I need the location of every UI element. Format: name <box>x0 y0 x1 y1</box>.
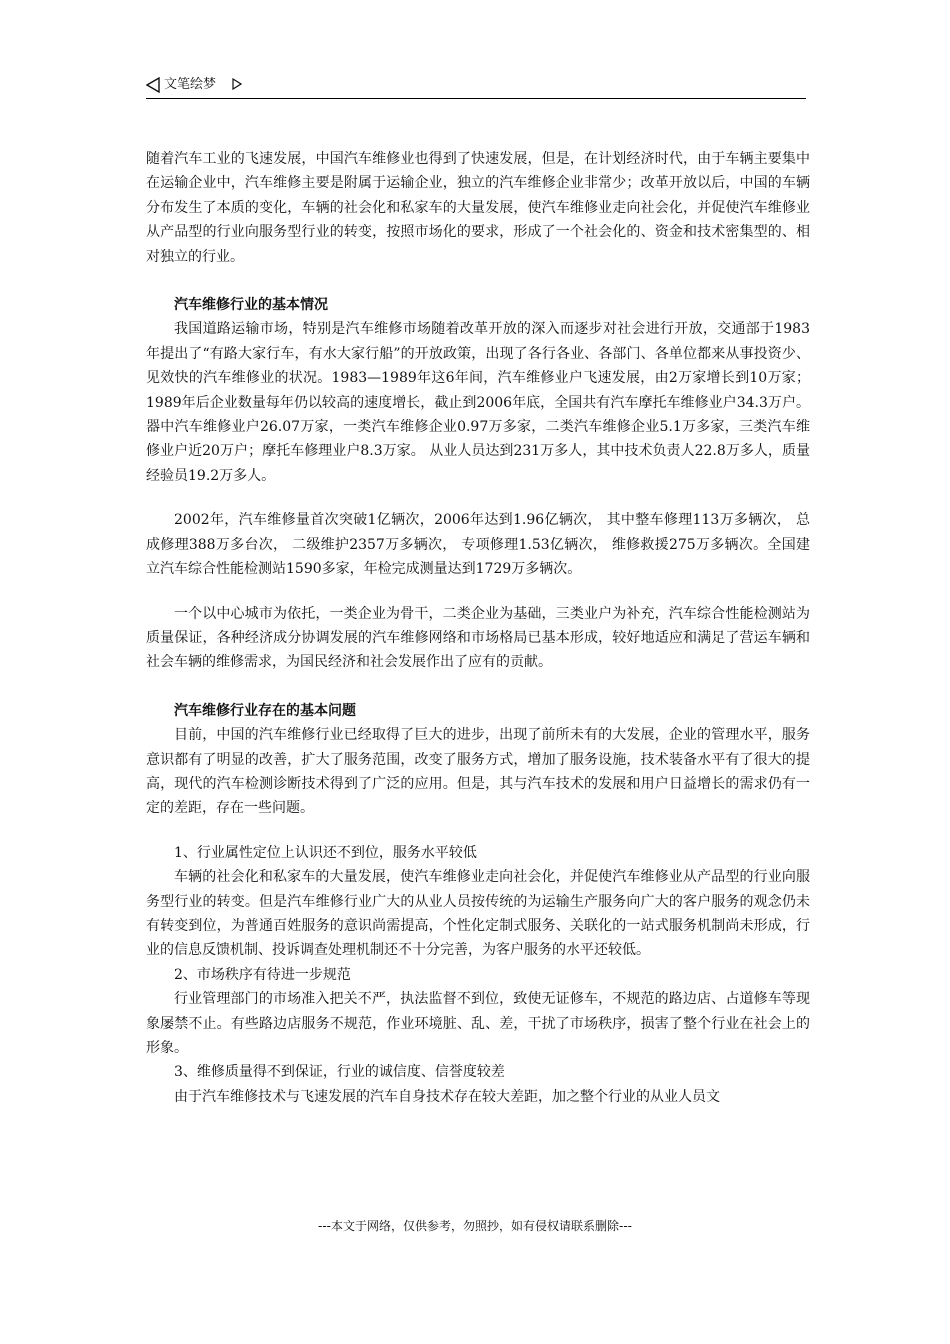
spacer <box>146 488 810 508</box>
page-header <box>146 74 806 99</box>
paragraph-market-structure: 一个以中心城市为依托，一类企业为骨干，二类企业为基础，三类业户为补充，汽车综合性能检测站为质量保证，各种经济成分协调发展的汽车维修网络和市场格局已基本形成，较好地适应和满足了营运车辆和社会车辆的维修需求，为国民经济和社会发展作出了应有的贡献。 <box>146 605 810 671</box>
paragraph-repair-volume: 2002年，汽车维修量首次突破1亿辆次，2006年达到1.96亿辆次， 其中整车修理113万多辆次， 总成修理388万多台次， 二级维护2357万多辆次， 专项修理1.53亿辆次， 维修救援275万多辆次。全国建立汽车综合性能检测站1590多家，年检完成测量达到1729万多辆次。 <box>146 512 810 578</box>
problem-item-3-body: 由于汽车维修技术与飞速发展的汽车自身技术存在较大差距，加之整个行业的从业人员文 <box>174 1088 720 1105</box>
problem-item-3-title: 3、维修质量得不到保证，行业的诚信度、信誉度较差 <box>174 1064 505 1081</box>
triangle-left-icon <box>146 77 160 93</box>
triangle-right-icon <box>232 78 242 90</box>
section-heading-basic-situation: 汽车维修行业的基本情况 <box>174 297 328 314</box>
document-body <box>146 147 810 1109</box>
paragraph-current-status: 目前，中国的汽车维修行业已经取得了巨大的进步，出现了前所未有的大发展，企业的管理水平，服务意识都有了明显的改善，扩大了服务范围，改变了服务方式，增加了服务设施，技术装备水平有了很大的提高，现代的汽车检测诊断技术得到了广泛的应用。但是，其与汽车技术的发展和用户日益增长的需求仍有一定的差距，存在一些问题。 <box>146 727 810 817</box>
section-heading-basic-problems: 汽车维修行业存在的基本问题 <box>174 702 356 719</box>
spacer <box>146 821 810 841</box>
problem-item-1-body: 车辆的社会化和私家车的大量发展，使汽车维修业走向社会化，并促使汽车维修业从产品型的行业向服务型行业的转变。但是汽车维修行业广大的从业人员按传统的为运输生产服务向广大的客户服务的观念仍未有转变到位，为普通百姓服务的意识尚需提高，个性化定制式服务、关联化的一站式服务机制尚未形成，行业的信息反馈机制、投诉调查处理机制还不十分完善，为客户服务的水平还较低。 <box>146 869 810 959</box>
paragraph-market-history: 我国道路运输市场，特别是汽车维修市场随着改革开放的深入而逐步对社会进行开放，交通部于1983年提出了“有路大家行车，有水大家行船”的开放政策，出现了各行各业、各部门、各单位都来从事投资少、见效快的汽车维修业的状况。1983—1989年这6年间，汽车维修业户飞速发展，由2万家增长到10万家；1989年后企业数量每年仍以较高的速度增长，截止到2006年底，全国共有汽车摩托车维修业户34.3万户。器中汽车维修业户26.07万家，一类汽车维修企业0.97万多家，二类汽车维修企业5.1万多家，三类汽车维修业户近20万户；摩托车修理业户8.3万家。 从业人员达到231万多人，其中技术负责人22.8万多人，质量经验员19.2万多人。 <box>146 321 810 484</box>
intro-paragraph: 随着汽车工业的飞速发展，中国汽车维修业也得到了快速发展，但是，在计划经济时代，由于车辆主要集中在运输企业中，汽车维修主要是附属于运输企业，独立的汽车维修企业非常少；改革开放以后，中国的车辆分布发生了本质的变化，车辆的社会化和私家车的大量发展，使汽车维修业走向社会化，并促使汽车维修业从产品型的行业向服务型行业的转变，按照市场化的要求，形成了一个社会化的、资金和技术密集型的、相对独立的行业。 <box>146 151 810 265</box>
spacer <box>146 269 810 293</box>
spacer <box>146 582 810 602</box>
spacer <box>146 675 810 699</box>
problem-item-1-title: 1、行业属性定位上认识还不到位，服务水平较低 <box>174 844 477 861</box>
problem-item-2-title: 2、市场秩序有待进一步规范 <box>174 966 351 983</box>
problem-item-2-body: 行业管理部门的市场准入把关不严，执法监督不到位，致使无证修车，不规范的路边店、占道修车等现象屡禁不止。有些路边店服务不规范，作业环境脏、乱、差，干扰了市场秩序，损害了整个行业在社会上的形象。 <box>146 991 810 1056</box>
header-title: 文笔绘梦 <box>164 77 217 92</box>
page-footer: ---本文于网络，仅供参考，勿照抄，如有侵权请联系删除--- <box>318 1219 632 1233</box>
